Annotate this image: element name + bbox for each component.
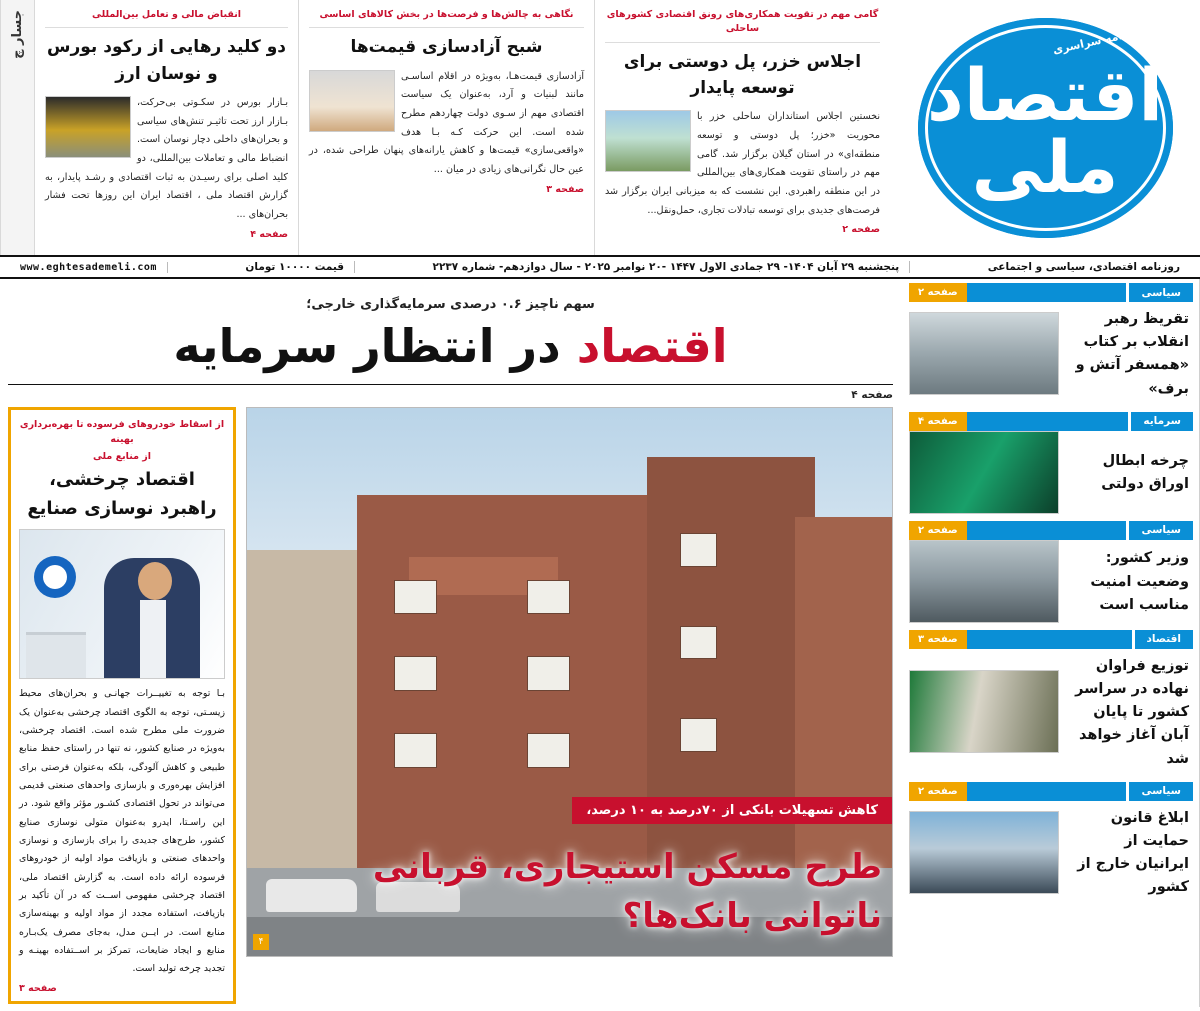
main-content [0, 279, 1200, 1007]
sidebar-item-page[interactable]: صفحه ۳ [909, 630, 967, 649]
teaser-kicker: نگاهی به چالش‌ها و فرصت‌ها در بخش کالاهای اساسی [309, 8, 584, 28]
info-price: قیمت ۱۰۰۰۰ تومان [235, 261, 355, 273]
photo-story-image [246, 407, 893, 957]
boxed-article-source: از منابع ملی [92, 450, 152, 462]
sidebar-item-2[interactable] [909, 412, 1193, 514]
sidebar-item-photo [909, 670, 1059, 753]
sidebar-item-title: تقریظ رهبر انقلاب بر کتاب «همسفر آتش و برف» [1075, 311, 1189, 397]
sidebar-item-photo [909, 811, 1059, 894]
sidebar-item-header [909, 412, 1193, 431]
teaser-image [45, 96, 131, 158]
photo-corner-number: ۴ [253, 934, 269, 950]
side-vertical-label-text: جسار چ [10, 10, 25, 59]
lead-kicker: سهم ناچیز ۰.۶ درصدی سرمایه‌گذاری خارجی؛ [306, 297, 595, 312]
boxed-article-kicker: از اسقاط خودروهای فرسوده تا بهره‌برداری بهینه [19, 418, 225, 445]
lead-story-column [0, 279, 903, 1007]
sidebar-rule [967, 283, 1127, 302]
teaser-title: شبح آزادسازی قیمت‌ها [350, 37, 543, 58]
photo-window [680, 533, 717, 567]
teaser-body: نخستین اجلاس استانداران ساحلی خزر با محوریت «خزر؛ پل دوستی و توسعه منطقه‌ای» در استان گیلان برگزار شد. گامی مهم در راستای تقویت همکاری‌های بین‌المللی در این منطقه راهبردی. این نشست که به میزبانی ایران برگزار شد فرصت‌های جدیدی برای توسعه تبادلات تجاری، حمل‌ونقل... [605, 111, 880, 216]
boxed-article-page-ref[interactable]: صفحه ۳ [19, 982, 57, 994]
info-left-label: روزنامه اقتصادی، سیاسی و اجتماعی [987, 261, 1180, 273]
teaser-card-3[interactable] [34, 0, 298, 255]
masthead-title: اقتصاد ملی [926, 52, 1164, 209]
teaser-image [605, 110, 691, 172]
teaser-title: دو کلید رهایی از رکود بورس و نوسان ارز [47, 37, 286, 84]
teaser-page-ref[interactable]: صفحه ۴ [250, 228, 288, 240]
sidebar [903, 279, 1200, 1007]
divider [8, 384, 893, 385]
sidebar-item-category: اقتصاد [1135, 630, 1193, 649]
photo-window [394, 656, 437, 691]
sidebar-item-category: سیاسی [1129, 283, 1193, 302]
photo-window [527, 580, 570, 615]
teaser-card-1[interactable] [594, 0, 890, 255]
photo-window [394, 580, 437, 615]
lead-page-ref[interactable]: صفحه ۴ [851, 388, 893, 401]
teaser-title: اجلاس خزر، پل دوستی برای توسعه پایدار [623, 51, 862, 98]
lead-headline [8, 318, 893, 376]
center-body [8, 407, 893, 1004]
masthead-info-bar [0, 255, 1200, 279]
teaser-kicker: انقباض مالی و تعامل بین‌المللی [45, 8, 288, 28]
teaser-page-ref[interactable]: صفحه ۳ [546, 183, 584, 195]
photo-window [527, 733, 570, 768]
sidebar-item-page[interactable]: صفحه ۲ [909, 283, 967, 302]
sidebar-item-1[interactable] [909, 283, 1193, 405]
sidebar-rule [967, 521, 1127, 540]
sidebar-item-header [909, 521, 1193, 540]
sidebar-item-page[interactable]: صفحه ۲ [909, 782, 967, 801]
sidebar-item-header [909, 782, 1193, 801]
photo-window [527, 656, 570, 691]
sidebar-item-header [909, 283, 1193, 302]
photo-window [680, 626, 717, 660]
masthead-oval [918, 18, 1173, 238]
teaser-image [309, 70, 395, 132]
photo-building-far-right [795, 517, 892, 879]
sidebar-item-title: ابلاغ قانون حمایت از ایرانیان خارج از کشور [1077, 809, 1189, 896]
sidebar-item-photo [909, 431, 1059, 514]
boxed-article[interactable] [8, 407, 236, 1004]
boxed-article-photo [19, 529, 225, 679]
sidebar-item-page[interactable]: صفحه ۴ [909, 412, 967, 431]
sidebar-item-category: سیاسی [1129, 782, 1193, 801]
masthead [890, 0, 1200, 255]
sidebar-item-photo [909, 312, 1059, 395]
sidebar-item-4[interactable] [909, 630, 1193, 775]
photo-red-band: کاهش تسهیلات بانکی از ۷۰درصد به ۱۰ درصد، [572, 797, 892, 824]
sidebar-item-category: سیاسی [1129, 521, 1193, 540]
sidebar-rule [967, 782, 1127, 801]
top-teaser-strip [0, 0, 1200, 255]
photo-window [394, 733, 437, 768]
sidebar-item-category: سرمایه [1131, 412, 1193, 431]
sidebar-item-title: وزیر کشور: وضعیت امنیت مناسب است [1090, 550, 1189, 613]
photo-story-headline: طرح مسکن استیجاری، قربانی ناتوانی بانک‌ها؟ [372, 846, 882, 937]
boxed-article-title: اقتصاد چرخشی، راهبرد نوسازی صنایع [27, 468, 217, 519]
teaser-body: آزادسازی قیمت‌هـا، به‌ویژه در اقلام اساسـی مانند لبنیات و آرد، به‌عنوان یک سیاست اقتصادی مهم از سـوی دولت چهاردهم مطرح شده است. این حرکت کـه بـا هدف «واقعی‌سازی» قیمت‌ها و کاهش یارانه‌های پنهان طراحی شده، در عین حال نگرانی‌های زیادی در میان ... [309, 70, 584, 176]
info-website[interactable]: www.eghtesademeli.com [10, 262, 168, 273]
sidebar-item-5[interactable] [909, 782, 1193, 904]
sidebar-rule [967, 630, 1132, 649]
sidebar-item-title: چرخه ابطال اوراق دولتی [1101, 453, 1189, 493]
masthead-subtitle: روزنامه سراسری [1051, 23, 1147, 57]
info-date: پنجشنبه ۲۹ آبان ۱۴۰۴- ۲۹ جمادی الاول ۱۴۴۷ -۲۰ نوامبر ۲۰۲۵ - سال دوازدهم- شماره ۲۲۳۷ [423, 261, 911, 273]
boxed-article-body: بـا توجه به تغییــرات جهانـی و بحران‌های محیط زیسـتی، توجه به الگوی اقتصاد چرخشی به‌عنوان یک ضرورت ملی مطرح شده است. اقتصاد چرخشی، به‌ویژه در صنایع کشور، نه تنها در راستای حفظ منابع طبیعی و کاهش آلودگی، بلکه به‌عنوان فرصتی برای افزایش بهره‌وری و بازسازی واحدهای صنعتی قدیمی می‌تواند در تحول اقتصادی کشـور مؤثر واقع شود. در این راسـتا، ایدرو به‌عنوان متولی نوسازی صنایع کشور، طرح‌های جدیدی را برای بازسازی و نوسازی واحدهای صنعتی و بازیافت مواد اولیه از خودروهای فرسوده ارائه داده است. به گزارش اقتصاد ملی، اقتصاد چرخشی مفهومی اســت که در آن تأکید بر بازیافت، استفاده مجدد از مواد اولیه و بهینه‌سازی منابع است. در ایــن مدل، به‌جای مصرف یک‌بـاره منابع و ایجاد ضایعات، تمرکز بر اســتفاده بهینـه و تجدید چرخه تولید است. [19, 688, 225, 975]
teaser-kicker: گامی مهم در تقویت همکاری‌های رونق اقتصادی کشورهای ساحلی [605, 8, 880, 43]
sidebar-item-header [909, 630, 1193, 649]
teaser-card-2[interactable] [298, 0, 594, 255]
sidebar-item-title: توزیع فراوان نهاده در سراسر کشور تا پایان آبان آغاز خواهد شد [1075, 657, 1189, 767]
sidebar-rule [967, 412, 1129, 431]
lead-headline-rest: در انتظار سرمایه [173, 319, 561, 373]
sidebar-item-3[interactable] [909, 521, 1193, 623]
lead-headline-highlight: اقتصاد [576, 319, 728, 373]
side-vertical-label [0, 0, 34, 255]
boxed-photo-podium [26, 632, 86, 678]
teaser-page-ref[interactable]: صفحه ۲ [842, 224, 880, 236]
photo-story [246, 407, 893, 1004]
boxed-photo-shirt [140, 600, 166, 678]
sidebar-item-photo [909, 540, 1059, 623]
teaser-body: بـازار بورس در سکـوتی بی‌حرکت، بـازار ارز تحت تاثیـر تنش‌های سیاسی و بحران‌های داخلی دچار نوسان است. انضباط مالی و تعاملات بین‌المللی، دو کلید اصلی برای رسیـدن به ثبات اقتصادی و رشـد پایدار، به گزارش اقتصاد ملی ، اقتصاد ایران این روزها تحت فشار بحران‌های ... [45, 96, 288, 221]
photo-window [680, 718, 717, 752]
sidebar-item-page[interactable]: صفحه ۲ [909, 521, 967, 540]
